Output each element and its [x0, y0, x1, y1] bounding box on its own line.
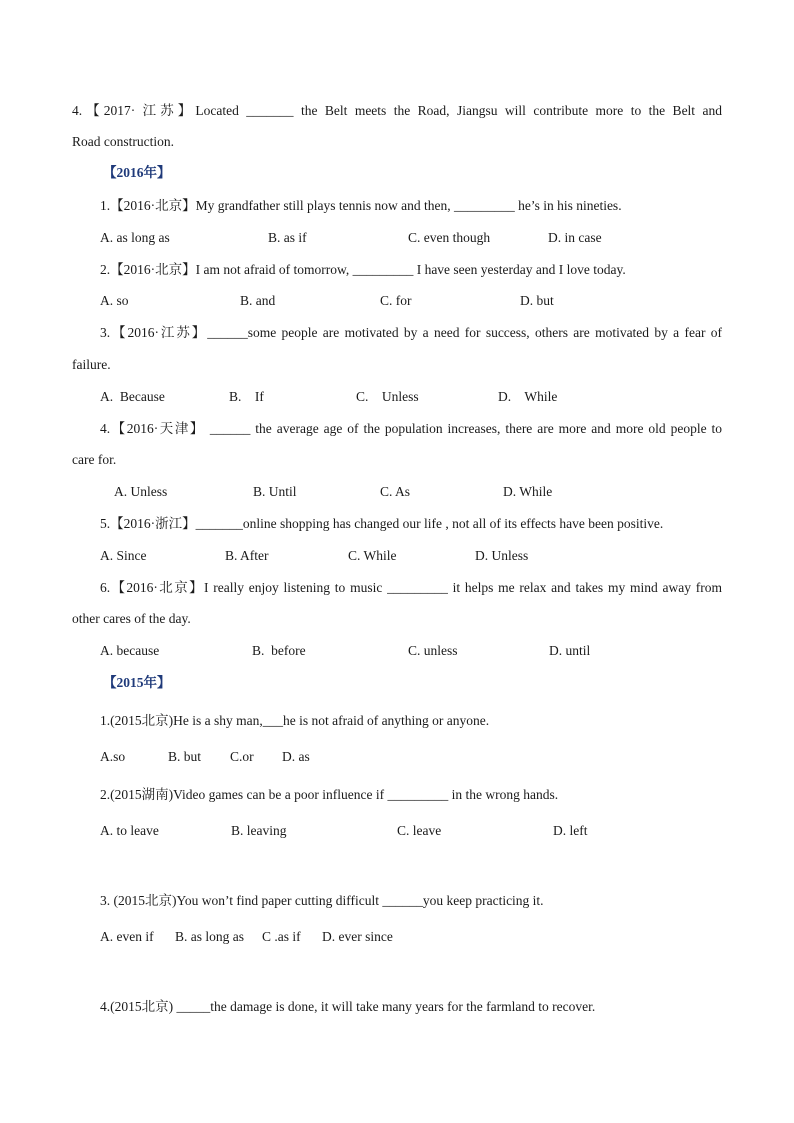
question-2016-5-option-a: A. Since — [100, 548, 147, 563]
question-2016-4-option-b: B. Until — [253, 484, 297, 499]
question-2016-6-stem-line1: 6.【2016·北京】I really enjoy listening to music _________ it helps me relax and takes my mind away from — [100, 580, 722, 595]
question-2017-4-line2: Road construction. — [72, 134, 174, 149]
question-2015-3-option-d: D. ever since — [322, 929, 393, 944]
question-2016-4-option-a: A. Unless — [114, 484, 168, 499]
question-2015-3-option-a: A. even if — [100, 929, 154, 944]
question-2016-2-option-b: B. and — [240, 293, 276, 308]
question-2015-1-option-c: C.or — [230, 749, 254, 764]
question-2015-1-option-d: D. as — [282, 749, 310, 764]
question-2016-4-stem-line1: 4.【2016·天津】 ______ the average age of the population increases, there are more and more old people to — [100, 421, 722, 436]
question-2015-3-option-c: C .as if — [262, 929, 301, 944]
question-2016-4-option-c: C. As — [380, 484, 411, 499]
question-2015-4-stem: 4.(2015北京) _____the damage is done, it will take many years for the farmland to recover. — [100, 999, 596, 1014]
question-2016-3-option-c: C. Unless — [356, 389, 419, 404]
question-2016-6-option-d: D. until — [549, 643, 591, 658]
question-2016-2-option-d: D. but — [520, 293, 554, 308]
question-2016-6-option-b: B. before — [252, 643, 306, 658]
question-2016-3-option-b: B. If — [229, 389, 264, 404]
question-2015-3-stem: 3. (2015北京)You won’t find paper cutting difficult ______you keep practicing it. — [100, 893, 544, 908]
question-2016-3-option-d: D. While — [498, 389, 558, 404]
question-2015-3-option-b: B. as long as — [175, 929, 244, 944]
question-2016-2-stem: 2.【2016·北京】I am not afraid of tomorrow, _________ I have seen yesterday and I love today. — [100, 262, 626, 277]
question-2016-4-stem-line2: care for. — [72, 452, 117, 467]
question-2016-2-option-c: C. for — [380, 293, 412, 308]
question-2016-4-option-d: D. While — [503, 484, 553, 499]
question-2016-3-option-a: A. Because — [100, 389, 165, 404]
question-2016-6-stem-line2: other cares of the day. — [72, 611, 191, 626]
question-2015-2-option-a: A. to leave — [100, 823, 159, 838]
question-2016-6-option-a: A. because — [100, 643, 160, 658]
question-2016-1-option-d: D. in case — [548, 230, 602, 245]
question-2016-1-option-b: B. as if — [268, 230, 307, 245]
question-2015-2-stem: 2.(2015湖南)Video games can be a poor influence if _________ in the wrong hands. — [100, 787, 559, 802]
section-heading-2016: 【2016年】 — [103, 165, 171, 180]
question-2016-5-option-d: D. Unless — [475, 548, 529, 563]
question-2016-1-option-c: C. even though — [408, 230, 491, 245]
question-2015-1-option-b: B. but — [168, 749, 202, 764]
question-2016-1-option-a: A. as long as — [100, 230, 170, 245]
question-2016-3-stem-line1: 3.【2016·江苏】______some people are motivated by a need for success, others are motivated by a fear of — [100, 325, 722, 340]
question-2016-5-option-c: C. While — [348, 548, 397, 563]
question-2015-1-stem: 1.(2015北京)He is a shy man,___he is not afraid of anything or anyone. — [100, 713, 490, 728]
question-2015-2-option-d: D. left — [553, 823, 588, 838]
question-2016-6-option-c: C. unless — [408, 643, 458, 658]
question-2017-4-line1: 4.【2017· 江苏】Located _______ the Belt meets the Road, Jiangsu will contribute more to the Belt and — [72, 103, 722, 118]
question-2016-1-stem: 1.【2016·北京】My grandfather still plays tennis now and then, _________ he’s in his nineties. — [100, 198, 622, 213]
question-2015-1-option-a: A.so — [100, 749, 126, 764]
question-2016-5-stem: 5.【2016·浙江】_______online shopping has changed our life , not all of its effects have been positive. — [100, 516, 664, 531]
section-heading-2015: 【2015年】 — [103, 675, 171, 690]
question-2016-5-option-b: B. After — [225, 548, 269, 563]
question-2016-2-option-a: A. so — [100, 293, 129, 308]
question-2015-2-option-c: C. leave — [397, 823, 442, 838]
question-2015-2-option-b: B. leaving — [231, 823, 287, 838]
question-2016-3-stem-line2: failure. — [72, 357, 111, 372]
